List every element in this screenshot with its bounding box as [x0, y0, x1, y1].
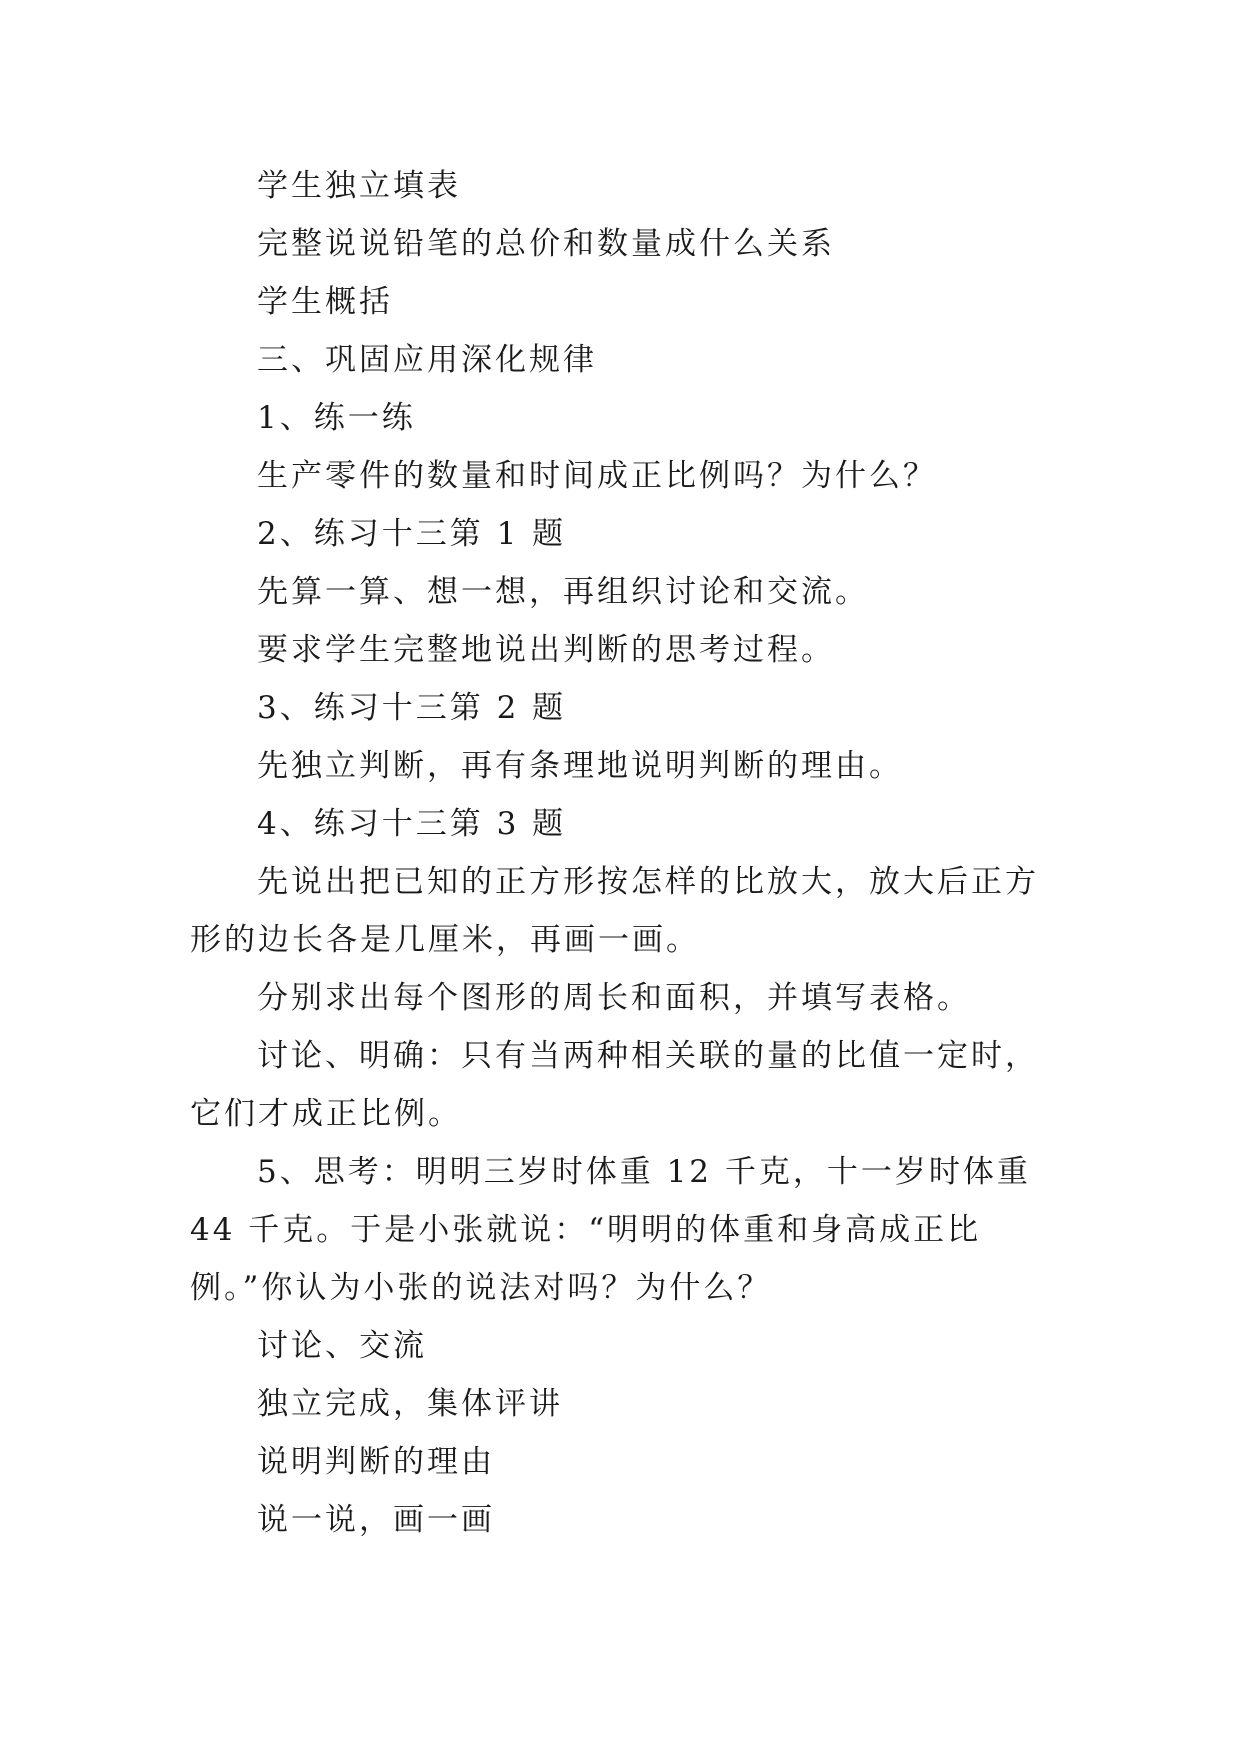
paragraph-15: 讨论、明确：只有当两种相关联的量的比值一定时，它们才成正比例。 [190, 1038, 1039, 1132]
paragraph-20: 说一说，画一画 [257, 1502, 495, 1538]
paragraph-11: 先独立判断，再有条理地说明判断的理由。 [257, 748, 903, 784]
paragraph-18: 独立完成，集体评讲 [257, 1386, 563, 1422]
section-heading: 三、巩固应用深化规律 [257, 342, 597, 378]
paragraph-5: 1、练一练 [257, 400, 416, 436]
paragraph-8: 先算一算、想一想，再组织讨论和交流。 [257, 574, 869, 610]
paragraph-6: 生产零件的数量和时间成正比例吗？为什么？ [257, 458, 937, 494]
paragraph-1: 学生独立填表 [257, 168, 461, 204]
paragraph-9: 要求学生完整地说出判断的思考过程。 [257, 632, 835, 668]
paragraph-12: 4、练习十三第 3 题 [257, 806, 567, 842]
paragraph-2: 完整说说铅笔的总价和数量成什么关系 [257, 226, 835, 262]
paragraph-17: 讨论、交流 [257, 1328, 427, 1364]
paragraph-3: 学生概括 [257, 284, 393, 320]
paragraph-10: 3、练习十三第 2 题 [257, 690, 567, 726]
paragraph-16: 5、思考：明明三岁时体重 12 千克，十一岁时体重 44 千克。于是小张就说：“明明的体重和身高成正比例。”你认为小张的说法对吗？为什么？ [190, 1154, 1031, 1306]
document-body [190, 157, 1052, 1549]
paragraph-13: 先说出把已知的正方形按怎样的比放大，放大后正方形的边长各是几厘米，再画一画。 [190, 864, 1039, 958]
paragraph-14: 分别求出每个图形的周长和面积，并填写表格。 [257, 980, 971, 1016]
paragraph-19: 说明判断的理由 [257, 1444, 495, 1480]
paragraph-7: 2、练习十三第 1 题 [257, 516, 567, 552]
